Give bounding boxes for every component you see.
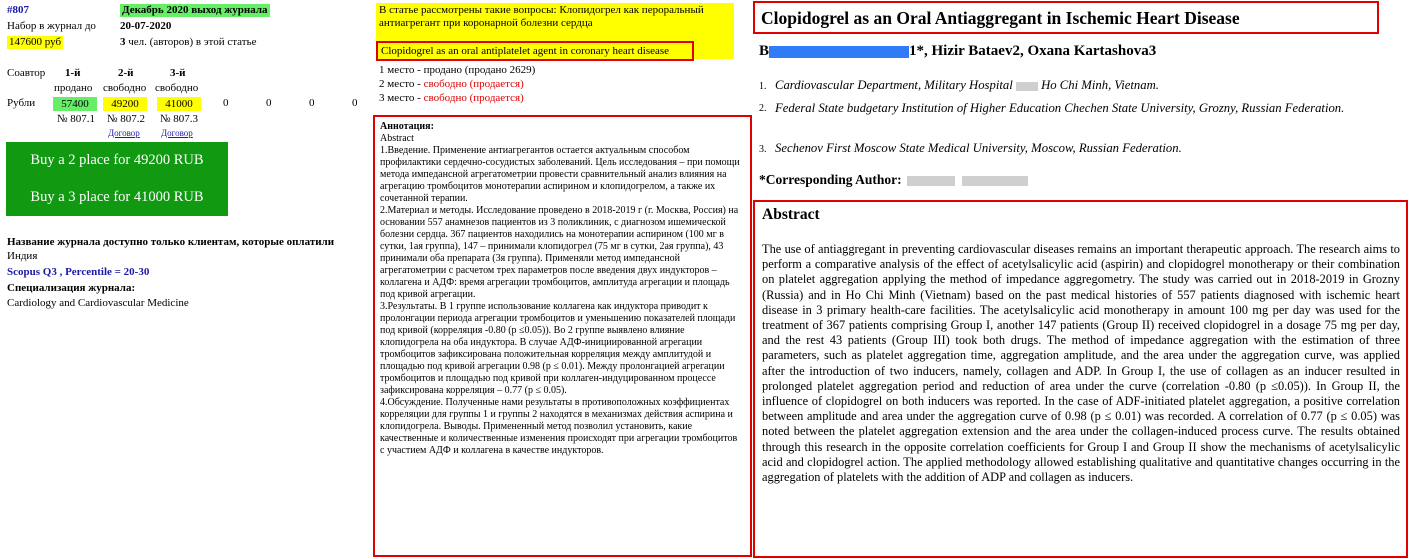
- buy-place-3-button[interactable]: Buy a 3 place for 41000 RUB: [6, 179, 228, 216]
- place-3-status: свободно: [155, 82, 199, 94]
- specialization-label: Специализация журнала:: [7, 282, 136, 294]
- authors-names: 1*, Hizir Bataev2, Oxana Kartashova3: [909, 43, 1157, 59]
- place-1-status: продано: [54, 82, 93, 94]
- place-2-status: свободно: [103, 82, 147, 94]
- paper-title-box: [753, 1, 1379, 34]
- place-status-label: 3 место -: [379, 92, 421, 104]
- place-1-price: 57400: [53, 97, 97, 111]
- place-2-contract-link[interactable]: Договор: [108, 128, 140, 138]
- authors-info: [120, 36, 256, 49]
- place-status-value: свободно (продается): [423, 92, 524, 104]
- english-abstract-box: [753, 200, 1408, 558]
- place-2-price: 49200: [103, 97, 147, 111]
- annotation-label: Аннотация:: [380, 121, 434, 132]
- annotation-paragraph: 2.Материал и методы. Исследование проведено в 2018-2019 г (г. Москва, Россия) на основании 557 анамнезов пациентов из 3 поликлиник, с диагнозом ишемической болезни сердца. 367 пациентов находились на монотерапии аспирином (100 мг в сутки, 1ая группа), 147 – принимали клопидогрел (75 мг в сутки, 2ая группа), 43 принимали оба препарата (3я группа). Применяли метод импедансной агрегатометрии с расчетом трех параметров после введения двух индукторов – коллагена и АДФ: время агрегации тромбоцитов, амплитуда агрегации и площадь под кривой агрегации.: [380, 205, 739, 300]
- annotation-paragraph: 1.Введение. Применение антиагрегантов остается актуальным способом профилактики сердечно-сосудистых заболеваний. Цель исследования – при помощи метода импедансной агрегатометрии провести сравнительный анализ влияния на агрегацию тромбоцитов монотерапии аспирином и клопидогрелом, а также их сочетанной терапии.: [380, 145, 740, 204]
- redacted-text: [907, 176, 955, 186]
- place-3-contract-link[interactable]: Договор: [161, 128, 193, 138]
- specialization-value: Cardiology and Cardiovascular Medicine: [7, 297, 189, 309]
- redacted-text: [1016, 82, 1038, 91]
- abstract-heading: Abstract: [762, 206, 820, 223]
- annotation-box: [373, 115, 752, 557]
- affiliation-text: Federal State budgetary Institution of Higher Education Chechen State University, Grozny, Russian Federation.: [775, 101, 1345, 115]
- place-status-3: [379, 92, 524, 105]
- place-status-label: 2 место -: [379, 78, 421, 90]
- journal-country: Индия: [7, 250, 38, 262]
- affiliation-text: Sechenov First Moscow State Medical University, Moscow, Russian Federation.: [775, 141, 1182, 155]
- annotation-paragraph: 3.Результаты. В 1 группе использование коллагена как индуктора приводит к пролонгации периода агрегации тромбоцитов и уменьшению показателей площади под кривой (корреляция -0.80 (p ≤0.05)). Во 2 группе выявлено влияние клопидогрела на оба индуктора. В случае АДФ-инициированной агрегации тромбоцитов зафиксирована положительная корреляция между амплитудой и площадью под кривой агрегации 0.98 (p ≤ 0.01). Между пролонгацией агрегации тромбоцитов и площадью под кривой при коллаген-индуцированном процессе зафиксирована корреляция – 0.77 (p ≤ 0.05).: [380, 301, 736, 396]
- coauthor-label: Соавтор: [7, 67, 46, 79]
- abstract-label: Abstract: [380, 133, 414, 144]
- scopus-info: Scopus Q3 , Percentile = 20-30: [7, 266, 150, 278]
- zero-cell: 0: [309, 97, 315, 109]
- deadline-date: 20-07-2020: [120, 20, 172, 32]
- place-status-value: свободно (продается): [423, 78, 524, 90]
- authors-count: 3: [120, 36, 126, 48]
- annotation-paragraph: 4.Обсуждение. Полученные нами результаты в противоположных коэффициентах корреляции для группы 1 и группы 2 находятся в механизмах действия аспирина и клопидогрела. Выводы. Примененный метод позволил установить, какие качественные и количественные изменения происходят при агрегации тромбоцитов с участием АДФ и коллагена в качестве индукторов.: [380, 397, 738, 456]
- english-title: Clopidogrel as an oral antiplatelet agent in coronary heart disease: [381, 45, 670, 57]
- zero-cell: 0: [352, 97, 358, 109]
- rubles-label: Рубли: [7, 97, 36, 109]
- place-2-title: 2-й: [118, 67, 134, 79]
- place-1-title: 1-й: [65, 67, 81, 79]
- abstract-body: The use of antiaggregant in preventing cardiovascular diseases remains an important therapeutic approach. The research aims to perform a comparative analysis of the effect of acetylsalicylic acid (aspirin) and clopidogrel monotherapy or their combination on platelet aggregation applying the method of impedance aggregometry. The study was carried out in 2018-2019 in Grozny (Russia) and in Ho Chi Minh (Vietnam) based on the past medical histories of 557 patients diagnosed with ischemic heart disease in 3 primary health-care facilities. The acetylsalicylic acid monotherapy in amount 100 mg per day was used for the treatment of 367 patients comprising Group I, another 147 patients (Group II) received clopidogrel in a dosage 75 mg per day, and the rest 43 patients (Group III) took both drugs. The method of impedance aggregation with the estimation of three parameters, such as platelet aggregation time, aggregation amplitude, and the area under the aggregation curve, was applied after the introduction of two inducers, namely, collagen and ADP. In Group I, the use of collagen as an inducer resulted in prolonged platelet aggregation period and reduction of area under the curve (correlation -0.80 (p ≤0.05)). In Group II, the influence of clopidogrel on both inducers was reported. In the case of ADF-initiated platelet aggregation, a positive correlation between amplitude and area under the aggregation curve of 0.98 (p ≤ 0.01) was recorded. A correlation of 0.77 (p ≤ 0.05) was noted between the platelet aggregation extension and the area under the collagen-induced process curve. The results obtained through this research in the opposite correlation coefficients for Group I and Group II show the mechanisms of acetylsalicylic acid and clopidogrel action. The applied methodology allowed establishing qualitative and quantitative changes occurring in the aggregation of platelets with the addition of ADP and collagen as inducers.: [762, 242, 1400, 485]
- affiliation-2: [759, 101, 1405, 116]
- total-price: 147600 руб: [9, 36, 62, 48]
- question-text: В статье рассмотрены такие вопросы: Клопидогрел как пероральный антиагрегант при коронарной болезни сердца: [379, 4, 704, 29]
- affiliation-number: 1.: [759, 81, 767, 92]
- affiliation-text: Ho Chi Minh, Vietnam.: [1041, 78, 1159, 92]
- place-status-1: [379, 64, 535, 77]
- corresponding-author: [759, 172, 1028, 188]
- paper-title: Clopidogrel as an Oral Antiaggregant in Ischemic Heart Disease: [761, 8, 1240, 28]
- place-status-2: [379, 78, 524, 91]
- deadline-label: Набор в журнал до: [7, 20, 96, 32]
- place-status-label: 1 место -: [379, 64, 421, 76]
- corresponding-label: *Corresponding Author:: [759, 172, 902, 187]
- place-status-value: продано (продано 2629): [423, 64, 536, 76]
- journal-notice: Название журнала доступно только клиентам, которые оплатили: [7, 236, 335, 248]
- affiliation-number: 2.: [759, 103, 767, 114]
- place-2-number: № 807.2: [107, 113, 145, 125]
- issue-label: Декабрь 2020 выход журнала: [122, 4, 268, 16]
- zero-cell: 0: [223, 97, 229, 109]
- affiliation-number: 3.: [759, 144, 767, 155]
- buy-place-2-button[interactable]: Buy a 2 place for 49200 RUB: [6, 142, 228, 179]
- place-3-price: 41000: [157, 97, 201, 111]
- affiliation-3: [759, 141, 1399, 157]
- affiliation-1: [759, 78, 1399, 94]
- redacted-text: [962, 176, 1028, 186]
- affiliation-text: Cardiovascular Department, Military Hospital: [775, 78, 1013, 92]
- redacted-author: [769, 46, 909, 58]
- authors-line: B 1*, Hizir Bataev2, Oxana Kartashova3: [759, 43, 1157, 59]
- zero-cell: 0: [266, 97, 272, 109]
- place-3-title: 3-й: [170, 67, 186, 79]
- place-1-number: № 807.1: [57, 113, 95, 125]
- english-title-box: [376, 41, 694, 61]
- item-id: #807: [7, 4, 29, 16]
- authors-text: чел. (авторов) в этой статье: [128, 36, 257, 48]
- place-3-number: № 807.3: [160, 113, 198, 125]
